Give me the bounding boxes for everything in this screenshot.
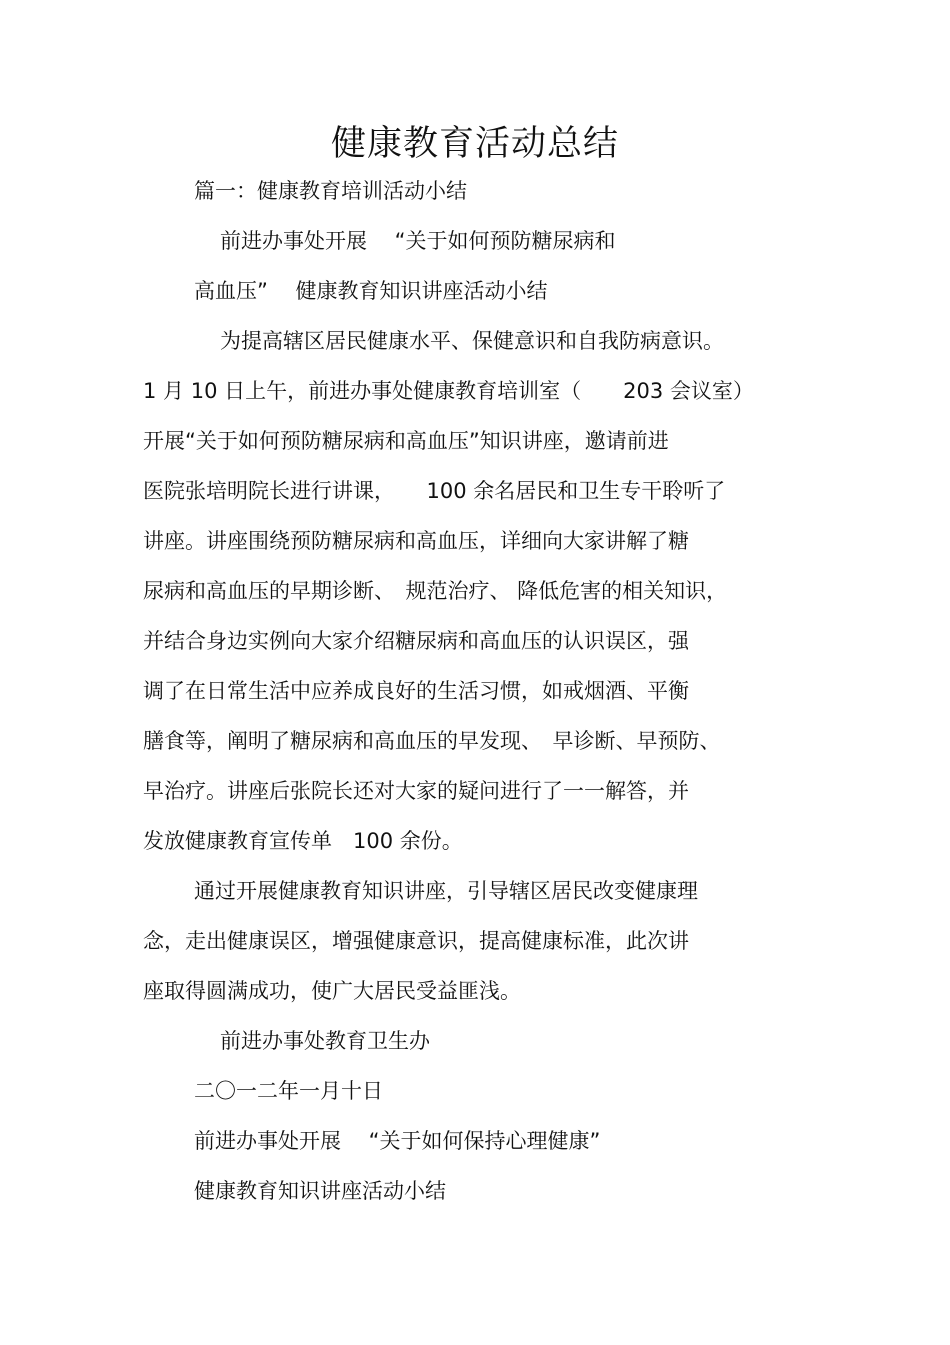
document-title: 健康教育活动总结 [330,124,619,164]
paragraph-line: 座取得圆满成功，使广大居民受益匪浅。 [143,979,521,1003]
signature-org: 前进办事处教育卫生办 [220,1029,430,1053]
subtitle-line: 健康教育知识讲座活动小结 [194,1179,446,1203]
paragraph-line: 膳食等，阐明了糖尿病和高血压的早发现、 早诊断、早预防、 [143,729,721,753]
paragraph-line: 1 月 10 日上午，前进办事处健康教育培训室（ 203 会议室） [143,379,754,403]
subtitle-line: 高血压” 健康教育知识讲座活动小结 [194,279,548,303]
paragraph-line: 念，走出健康误区，增强健康意识，提高健康标准，此次讲 [143,929,689,953]
paragraph-line: 为提高辖区居民健康水平、保健意识和自我防病意识。 [220,329,724,353]
paragraph-line: 调了在日常生活中应养成良好的生活习惯，如戒烟酒、平衡 [143,679,689,703]
paragraph-line: 并结合身边实例向大家介绍糖尿病和高血压的认识误区，强 [143,629,689,653]
subtitle-line: 前进办事处开展 “关于如何预防糖尿病和 [220,229,616,253]
paragraph-line: 通过开展健康教育知识讲座，引导辖区居民改变健康理 [194,879,698,903]
section-heading: 篇一：健康教育培训活动小结 [194,179,467,203]
paragraph-line: 早治疗。讲座后张院长还对大家的疑问进行了一一解答，并 [143,779,689,803]
paragraph-line: 开展“关于如何预防糖尿病和高血压”知识讲座，邀请前进 [143,429,669,453]
paragraph-line: 尿病和高血压的早期诊断、 规范治疗、 降低危害的相关知识， [143,579,728,603]
paragraph-line: 讲座。讲座围绕预防糖尿病和高血压，详细向大家讲解了糖 [143,529,689,553]
paragraph-line: 发放健康教育宣传单 100 余份。 [143,829,463,853]
subtitle-line: 前进办事处开展 “关于如何保持心理健康” [194,1129,601,1153]
signature-date: 二〇一二年一月十日 [194,1079,383,1103]
paragraph-line: 医院张培明院长进行讲课， 100 余名居民和卫生专干聆听了 [143,479,726,503]
